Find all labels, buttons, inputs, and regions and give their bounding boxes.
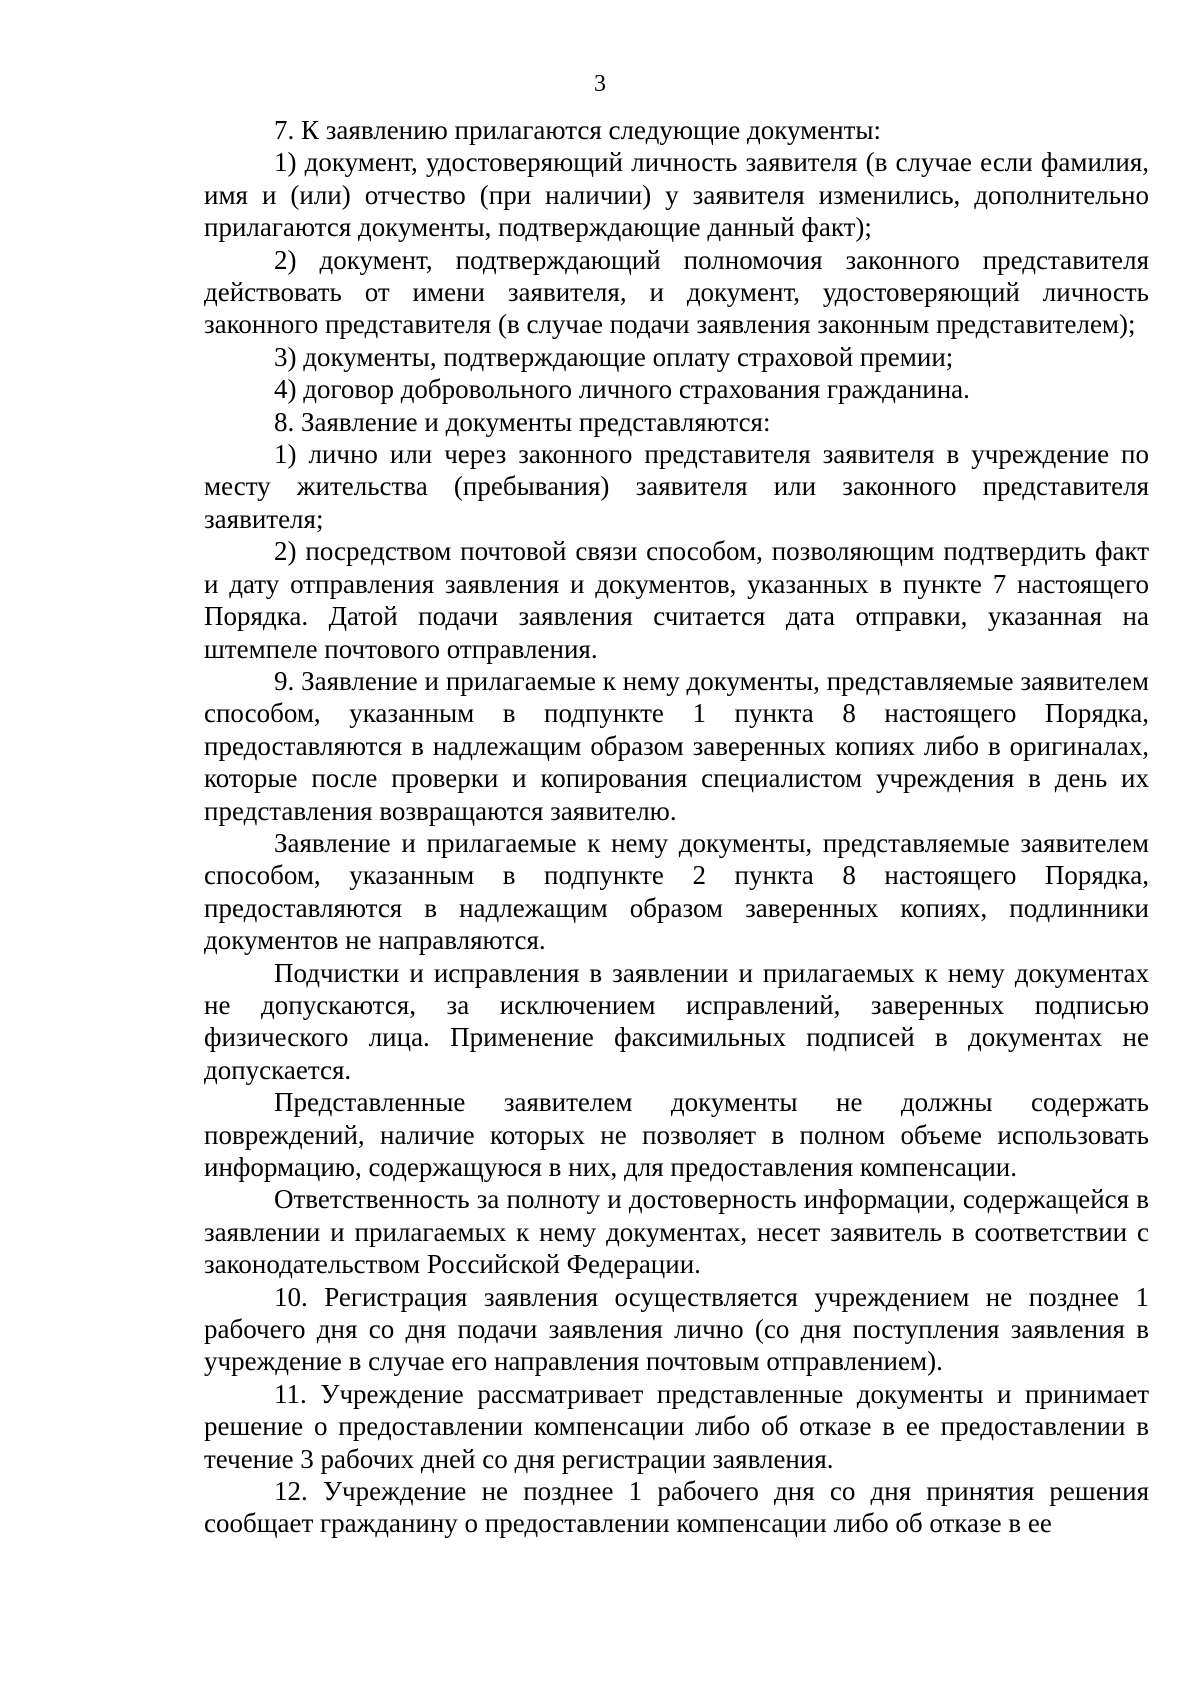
page-number: 3	[594, 71, 606, 97]
paragraph-7-item-1: 1) документ, удостоверяющий личность заявителя (в случае если фамилия, имя и (или) отчество (при наличии) у заявителя изменились, дополнительно прилагаются документы, подтверждающие данный факт);	[204, 147, 1149, 243]
paragraph-10: 10. Регистрация заявления осуществляется учреждением не позднее 1 рабочего дня со дня подачи заявления лично (со дня поступления заявления в учреждение в случае его направления почтовым отправлением).	[204, 1281, 1149, 1377]
paragraph-9-responsibility: Ответственность за полноту и достоверность информации, содержащейся в заявлении и прилагаемых к нему документах, несет заявитель в соответствии с законодательством Российской Федерации.	[204, 1184, 1149, 1280]
paragraph-7-item-3: 3) документы, подтверждающие оплату страховой премии;	[274, 341, 954, 372]
document-body	[204, 114, 1149, 1540]
paragraph-8-heading: 8. Заявление и документы представляются:	[274, 406, 771, 437]
paragraph-12: 12. Учреждение не позднее 1 рабочего дня со дня принятия решения сообщает гражданину о предоставлении компенсации либо об отказе в ее	[204, 1476, 1149, 1539]
paragraph-9-corrections: Подчистки и исправления в заявлении и прилагаемых к нему документах не допускаются, за исключением исправлений, заверенных подписью физического лица. Применение факсимильных подписей в документах не допускается.	[204, 957, 1149, 1085]
paragraph-8-item-1: 1) лично или через законного представителя заявителя в учреждение по месту жительства (пребывания) заявителя или законного представителя заявителя;	[204, 439, 1149, 534]
paragraph-7-item-2: 2) документ, подтверждающий полномочия законного представителя действовать от имени заявителя, и документ, удостоверяющий личность законного представителя (в случае подачи заявления законным представителем);	[204, 244, 1149, 340]
paragraph-9: 9. Заявление и прилагаемые к нему документы, представляемые заявителем способом, указанным в подпункте 1 пункта 8 настоящего Порядка, предоставляются в надлежащим образом заверенных копиях либо в оригиналах, которые после проверки и копирования специалистом учреждения в день их представления возвращаются заявителю.	[204, 665, 1149, 826]
paragraph-8-item-2: 2) посредством почтовой связи способом, позволяющим подтвердить факт и дату отправления заявления и документов, указанных в пункте 7 настоящего Порядка. Датой подачи заявления считается дата отправки, указанная на штемпеле почтового отправления.	[204, 536, 1149, 664]
paragraph-9-postal: Заявление и прилагаемые к нему документы, представляемые заявителем способом, указанным в подпункте 2 пункта 8 настоящего Порядка, предоставляются в надлежащим образом заверенных копиях, подлинники документов не направляются.	[204, 827, 1149, 956]
paragraph-7-heading: 7. К заявлению прилагаются следующие документы:	[274, 115, 882, 145]
paragraph-11: 11. Учреждение рассматривает представленные документы и принимает решение о предоставлении компенсации либо об отказе в ее предоставлении в течение 3 рабочих дней со дня регистрации заявления.	[204, 1378, 1149, 1474]
paragraph-9-damage: Представленные заявителем документы не должны содержать повреждений, наличие которых не позволяет в полном объеме использовать информацию, содержащуюся в них, для предоставления компенсации.	[204, 1087, 1149, 1182]
paragraph-7-item-4: 4) договор добровольного личного страхования гражданина.	[274, 374, 970, 405]
